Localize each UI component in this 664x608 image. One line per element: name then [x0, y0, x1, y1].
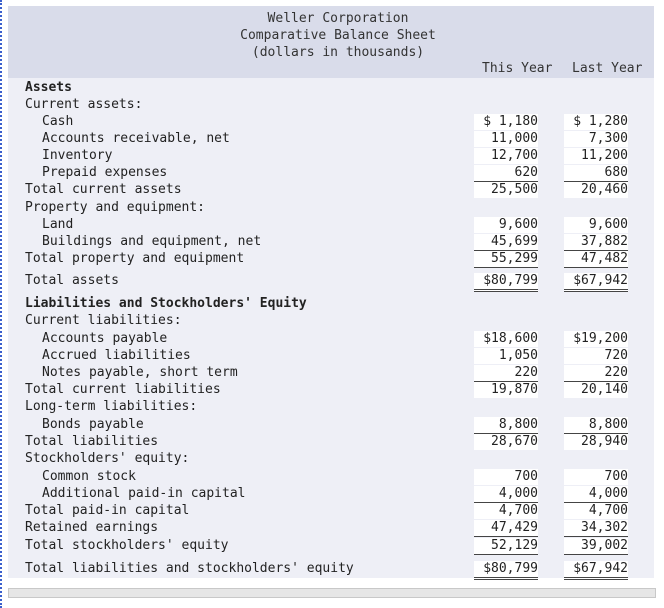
- value-this-year: 1,050: [474, 348, 538, 364]
- value-last-year: 9,600: [564, 217, 628, 233]
- row-label: Common stock: [42, 469, 136, 484]
- balance-row: [8, 417, 654, 434]
- value-last-year: $19,200: [564, 331, 628, 347]
- value-this-year: 19,870: [474, 382, 538, 398]
- balance-row: [8, 399, 654, 416]
- row-label: Total current liabilities: [25, 382, 221, 397]
- column-header-last-year: Last Year: [572, 61, 643, 76]
- row-label: Notes payable, short term: [42, 365, 238, 380]
- dotted-left-border: [0, 0, 2, 608]
- value-this-year: $18,600: [474, 331, 538, 347]
- balance-row: [8, 520, 654, 537]
- balance-row: [8, 348, 654, 365]
- value-last-year: 20,460: [564, 182, 628, 198]
- balance-row: [8, 561, 654, 578]
- value-last-year: $ 1,280: [564, 114, 628, 130]
- value-last-year: 28,940: [564, 434, 628, 450]
- balance-row: [8, 331, 654, 348]
- value-this-year: 700: [474, 469, 538, 485]
- balance-row: [8, 165, 654, 182]
- row-label: Stockholders' equity:: [25, 451, 190, 466]
- row-label: Total assets: [25, 273, 119, 288]
- row-label: Accounts receivable, net: [42, 131, 230, 146]
- balance-row: [8, 313, 654, 330]
- balance-row: [8, 200, 654, 217]
- value-last-year: 37,882: [564, 234, 628, 251]
- value-last-year: 680: [564, 165, 628, 182]
- row-label: Current assets:: [25, 97, 143, 112]
- row-label: Cash: [42, 114, 74, 129]
- value-last-year: 47,482: [564, 251, 628, 268]
- sheet-title: Comparative Balance Sheet: [240, 28, 436, 43]
- value-this-year: 8,800: [474, 417, 538, 434]
- balance-row: [8, 97, 654, 114]
- value-last-year: $67,942: [564, 561, 628, 580]
- row-label: Total property and equipment: [25, 251, 245, 266]
- company-name: Weller Corporation: [267, 11, 409, 26]
- balance-row: [8, 365, 654, 382]
- value-this-year: $80,799: [474, 273, 538, 292]
- row-label: Buildings and equipment, net: [42, 234, 262, 249]
- balance-row: [8, 434, 654, 451]
- row-label: Total liabilities and stockholders' equity: [25, 561, 354, 576]
- horizontal-scrollbar[interactable]: [8, 588, 656, 598]
- row-label: Inventory: [42, 148, 113, 163]
- balance-row: [8, 503, 654, 520]
- value-this-year: 28,670: [474, 434, 538, 450]
- value-this-year: 11,000: [474, 131, 538, 147]
- balance-row: [8, 382, 654, 399]
- balance-row: [8, 273, 654, 290]
- balance-row: [8, 131, 654, 148]
- balance-row: [8, 251, 654, 268]
- value-last-year: $67,942: [564, 273, 628, 292]
- balance-sheet: [8, 6, 654, 578]
- row-label: Total stockholders' equity: [25, 538, 229, 553]
- balance-row: [8, 182, 654, 199]
- row-label: Prepaid expenses: [42, 165, 168, 180]
- value-this-year: 52,129: [474, 538, 538, 555]
- row-label: Additional paid-in capital: [42, 486, 246, 501]
- value-this-year: 9,600: [474, 217, 538, 233]
- row-label: Accrued liabilities: [42, 348, 191, 363]
- value-this-year: 25,500: [474, 182, 538, 198]
- row-label: Retained earnings: [25, 520, 159, 535]
- value-this-year: $ 1,180: [474, 114, 538, 130]
- row-label: Bonds payable: [42, 417, 144, 432]
- value-last-year: 700: [564, 469, 628, 485]
- row-label: Assets: [25, 80, 72, 95]
- value-last-year: 7,300: [564, 131, 628, 147]
- balance-row: [8, 80, 654, 97]
- value-last-year: 39,002: [564, 538, 628, 555]
- value-last-year: 4,700: [564, 503, 628, 519]
- value-this-year: 220: [474, 365, 538, 382]
- value-this-year: 4,700: [474, 503, 538, 519]
- value-this-year: 45,699: [474, 234, 538, 251]
- value-this-year: 4,000: [474, 486, 538, 503]
- row-label: Current liabilities:: [25, 313, 182, 328]
- column-header-this-year: This Year: [482, 61, 553, 76]
- value-this-year: 55,299: [474, 251, 538, 268]
- balance-row: [8, 234, 654, 251]
- unit-note: (dollars in thousands): [251, 45, 425, 60]
- balance-row: [8, 469, 654, 486]
- row-label: Property and equipment:: [25, 200, 206, 215]
- value-last-year: 220: [564, 365, 628, 382]
- value-last-year: 11,200: [564, 148, 628, 164]
- value-last-year: 720: [564, 348, 628, 364]
- value-this-year: 620: [474, 165, 538, 182]
- balance-row: [8, 451, 654, 468]
- balance-row: [8, 538, 654, 555]
- row-label: Liabilities and Stockholders' Equity: [25, 296, 307, 311]
- value-last-year: 34,302: [564, 520, 628, 537]
- row-label: Land: [42, 217, 74, 232]
- row-label: Accounts payable: [42, 331, 168, 346]
- row-label: Total paid-in capital: [25, 503, 190, 518]
- value-this-year: 12,700: [474, 148, 538, 164]
- balance-row: [8, 114, 654, 131]
- balance-row: [8, 296, 654, 313]
- row-label: Long-term liabilities:: [25, 399, 198, 414]
- value-last-year: 4,000: [564, 486, 628, 503]
- row-label: Total current assets: [25, 182, 182, 197]
- sheet-header: [8, 6, 654, 78]
- value-last-year: 20,140: [564, 382, 628, 398]
- balance-row: [8, 217, 654, 234]
- value-this-year: $80,799: [474, 561, 538, 580]
- value-this-year: 47,429: [474, 520, 538, 537]
- row-label: Total liabilities: [25, 434, 159, 449]
- balance-row: [8, 486, 654, 503]
- balance-row: [8, 148, 654, 165]
- value-last-year: 8,800: [564, 417, 628, 434]
